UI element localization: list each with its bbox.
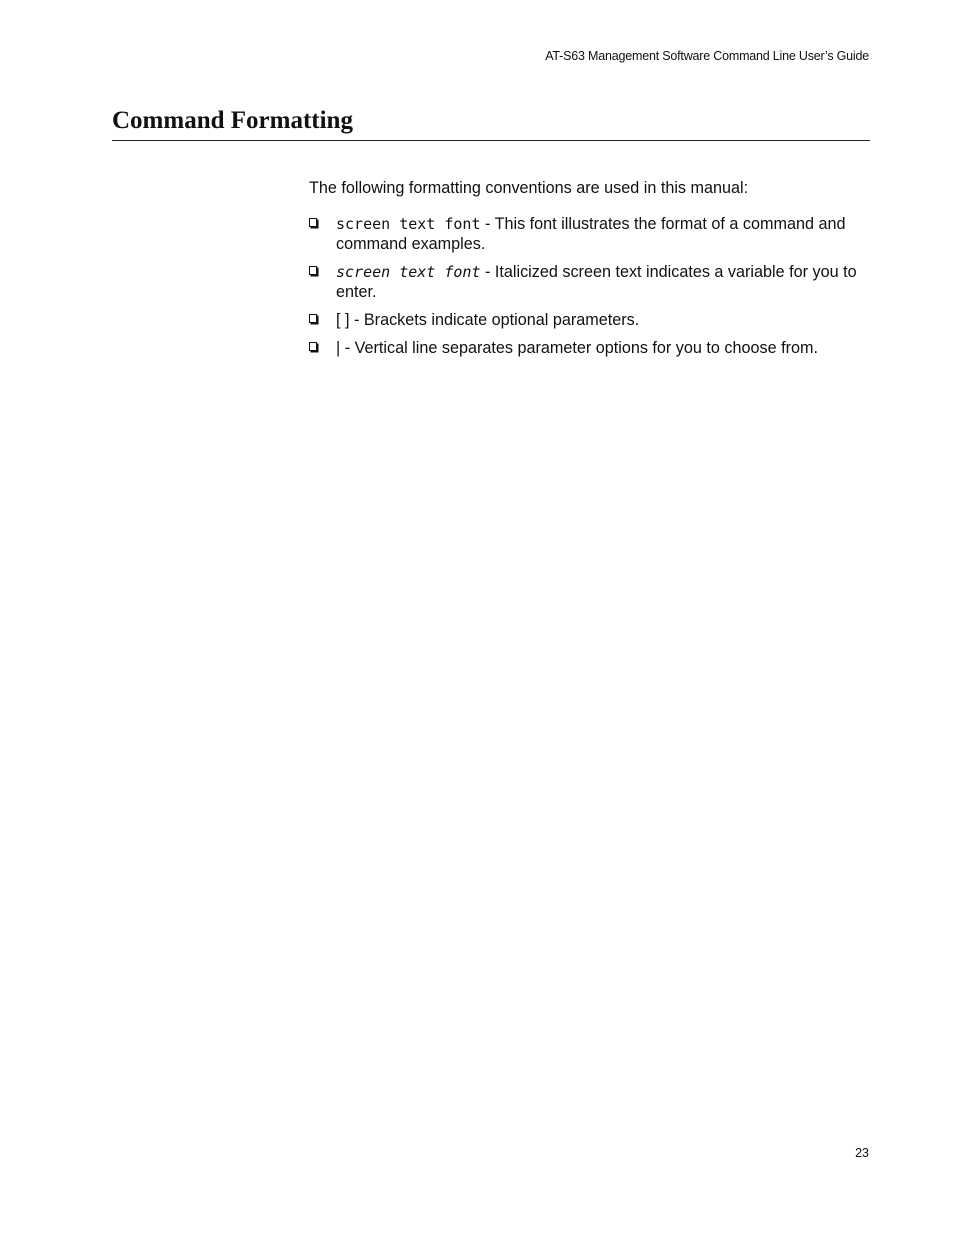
body-content (309, 178, 874, 366)
page-number: 23 (855, 1146, 869, 1160)
list-item-text: [ ] - Brackets indicate optional parameters. (336, 311, 640, 329)
checkbox-bullet-icon (309, 218, 317, 227)
list-item-text: - This font illustrates the format of a command and command examples. (336, 215, 846, 253)
title-rule (112, 140, 870, 141)
conventions-list (309, 214, 874, 358)
running-header-title: AT-S63 Management Software Command Line User’s Guide (545, 49, 869, 63)
list-item (309, 338, 874, 358)
screen-font-sample: screen text font (336, 215, 481, 233)
list-item-text: | - Vertical line separates parameter options for you to choose from. (336, 339, 818, 357)
section-title: Command Formatting (112, 107, 353, 134)
list-item (309, 214, 874, 254)
italic-screen-font-sample: screen text font (336, 263, 481, 281)
checkbox-bullet-icon (309, 266, 317, 275)
intro-paragraph: The following formatting conventions are used in this manual: (309, 179, 749, 197)
list-item (309, 262, 874, 302)
list-item (309, 310, 874, 330)
checkbox-bullet-icon (309, 314, 317, 323)
checkbox-bullet-icon (309, 342, 317, 351)
list-item-text: - Italicized screen text indicates a variable for you to enter. (336, 263, 857, 301)
